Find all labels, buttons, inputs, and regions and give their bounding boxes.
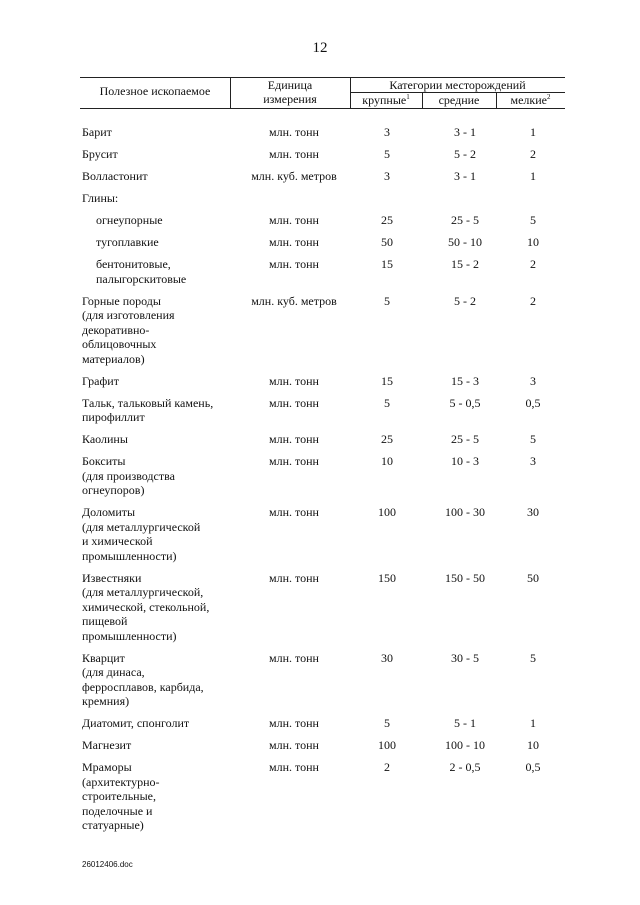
mineral-name-line: Бокситы xyxy=(82,454,126,468)
header-large xyxy=(350,93,422,108)
mineral-name-line: материалов) xyxy=(82,351,145,366)
mineral-name-line: огнеупорные xyxy=(96,213,163,227)
mineral-name-line: Горные породы xyxy=(82,293,161,308)
table-header-bottom-rule xyxy=(80,108,565,109)
large-cell: 5 xyxy=(384,716,390,730)
small-cell: 10 xyxy=(527,738,539,752)
mineral-name-line: (для изготовления xyxy=(82,308,175,322)
mineral-name-line: и химической xyxy=(82,534,153,548)
mineral-name xyxy=(82,505,242,563)
mineral-name-line: Брусит xyxy=(82,147,118,161)
unit-cell: млн. тонн xyxy=(269,760,319,774)
mineral-name xyxy=(82,125,242,140)
small-cell: 5 xyxy=(530,650,536,665)
unit-cell: млн. тонн xyxy=(269,373,319,388)
medium-cell: 5 - 2 xyxy=(454,293,476,308)
mineral-name xyxy=(82,147,242,162)
mineral-name-line: промышленности) xyxy=(82,548,177,563)
large-cell: 30 xyxy=(381,650,393,665)
unit-cell: млн. тонн xyxy=(269,454,319,468)
unit-cell: млн. тонн xyxy=(269,432,319,446)
unit-cell: млн. тонн xyxy=(269,650,319,665)
unit-cell: млн. куб. метров xyxy=(251,169,337,183)
unit-cell: млн. тонн xyxy=(269,395,319,410)
mineral-name-line: Глины: xyxy=(82,191,119,205)
medium-cell: 5 - 0,5 xyxy=(449,395,481,410)
mineral-name xyxy=(82,374,242,389)
medium-cell: 2 - 0,5 xyxy=(449,760,481,774)
mineral-name xyxy=(82,396,242,425)
mineral-name-line: огнеупоров) xyxy=(82,483,145,497)
header-small-label: мелкие xyxy=(510,93,547,107)
medium-cell: 100 - 10 xyxy=(445,738,485,752)
large-cell: 25 xyxy=(381,432,393,446)
mineral-name-line: Волластонит xyxy=(82,169,148,183)
mineral-name-line: химической, стекольной, xyxy=(82,599,210,614)
header-categories: Категории месторождений xyxy=(389,78,526,92)
unit-cell: млн. тонн xyxy=(269,716,319,730)
small-cell: 3 xyxy=(530,454,536,468)
mineral-name-line: (для металлургической, xyxy=(82,585,204,599)
large-cell: 150 xyxy=(378,570,396,585)
small-cell: 2 xyxy=(530,147,536,161)
header-mineral: Полезное ископаемое xyxy=(99,84,211,98)
unit-cell: млн. тонн xyxy=(269,213,319,227)
medium-cell: 25 - 5 xyxy=(451,213,479,227)
mineral-name-line: облицовочных xyxy=(82,337,157,351)
mineral-name-line: строительные, xyxy=(82,789,156,803)
unit-cell: млн. тонн xyxy=(269,738,319,752)
mineral-name-line: (архитектурно- xyxy=(82,774,160,789)
large-cell: 3 xyxy=(384,125,390,139)
unit-cell: млн. тонн xyxy=(269,570,319,585)
medium-cell: 5 - 1 xyxy=(454,716,476,730)
mineral-name-line: Доломиты xyxy=(82,505,136,519)
mineral-name xyxy=(96,213,246,228)
mineral-name xyxy=(82,760,242,833)
unit-cell: млн. тонн xyxy=(269,147,319,161)
mineral-name-line: Мраморы xyxy=(82,760,132,774)
small-cell: 1 xyxy=(530,716,536,730)
large-cell: 25 xyxy=(381,213,393,227)
mineral-name-line: бентонитовые, xyxy=(96,257,171,271)
small-cell: 1 xyxy=(530,169,536,183)
mineral-name-line: Тальк, тальковый камень, xyxy=(82,395,214,410)
mineral-name-line: пирофиллит xyxy=(82,410,145,424)
large-cell: 100 xyxy=(378,505,396,519)
medium-cell: 15 - 3 xyxy=(451,373,479,388)
mineral-name xyxy=(82,651,242,709)
small-cell: 50 xyxy=(527,570,539,585)
header-medium: средние xyxy=(438,93,480,107)
medium-cell: 3 - 1 xyxy=(454,125,476,139)
mineral-name xyxy=(82,738,242,753)
mineral-name-line: Барит xyxy=(82,125,112,139)
mineral-name-line: Магнезит xyxy=(82,738,132,752)
small-cell: 5 xyxy=(530,432,536,446)
small-cell: 0,5 xyxy=(525,760,541,774)
large-cell: 5 xyxy=(384,293,390,308)
mineral-name-line: промышленности) xyxy=(82,628,177,643)
large-cell: 15 xyxy=(381,373,393,388)
mineral-name-line: (для динаса, xyxy=(82,665,145,679)
mineral-name-line: тугоплавкие xyxy=(96,235,159,249)
large-cell: 10 xyxy=(381,454,393,468)
mineral-name-line: (для металлургической xyxy=(82,519,201,534)
small-cell: 5 xyxy=(530,213,536,227)
small-cell: 10 xyxy=(527,235,539,249)
unit-cell: млн. тонн xyxy=(269,257,319,271)
header-unit-line2: измерения xyxy=(263,92,317,106)
mineral-name-line: Графит xyxy=(82,373,119,388)
header-unit-line1: Единица xyxy=(267,78,313,92)
mineral-name xyxy=(96,235,246,250)
medium-cell: 15 - 2 xyxy=(451,257,479,271)
small-cell: 1 xyxy=(530,125,536,139)
mineral-name xyxy=(82,191,242,206)
mineral-name-line: ферросплавов, карбида, xyxy=(82,679,204,694)
medium-cell: 150 - 50 xyxy=(445,570,485,585)
unit-cell: млн. куб. метров xyxy=(251,293,337,308)
unit-cell: млн. тонн xyxy=(269,505,319,519)
unit-cell: млн. тонн xyxy=(269,125,319,139)
header-small xyxy=(496,93,565,108)
medium-cell: 5 - 2 xyxy=(454,147,476,161)
mineral-name-line: декоративно- xyxy=(82,322,150,337)
mineral-name xyxy=(82,454,242,498)
medium-cell: 30 - 5 xyxy=(451,650,479,665)
mineral-name-line: кремния) xyxy=(82,694,130,708)
medium-cell: 10 - 3 xyxy=(451,454,479,468)
small-cell: 30 xyxy=(527,505,539,519)
small-cell: 0,5 xyxy=(525,395,541,410)
header-large-footnote: 1 xyxy=(406,93,410,101)
mineral-name-line: Известняки xyxy=(82,570,142,585)
mineral-name-line: (для производства xyxy=(82,468,175,483)
medium-cell: 100 - 30 xyxy=(445,505,485,519)
unit-cell: млн. тонн xyxy=(269,235,319,249)
large-cell: 3 xyxy=(384,169,390,183)
large-cell: 5 xyxy=(384,147,390,161)
mineral-name xyxy=(82,432,242,447)
mineral-name-line: статуарные) xyxy=(82,818,144,832)
large-cell: 100 xyxy=(378,738,396,752)
mineral-name-line: Диатомит, спонголит xyxy=(82,716,190,730)
small-cell: 2 xyxy=(530,257,536,271)
mineral-name xyxy=(82,294,242,367)
large-cell: 15 xyxy=(381,257,393,271)
mineral-name xyxy=(82,716,242,731)
small-cell: 3 xyxy=(530,373,536,388)
large-cell: 2 xyxy=(384,760,390,774)
large-cell: 5 xyxy=(384,395,390,410)
large-cell: 50 xyxy=(381,235,393,249)
small-cell: 2 xyxy=(530,293,536,308)
medium-cell: 3 - 1 xyxy=(454,169,476,183)
page-number: 12 xyxy=(312,40,328,56)
file-name-footer: 26012406.doc xyxy=(82,860,133,869)
mineral-name xyxy=(82,169,242,184)
medium-cell: 25 - 5 xyxy=(451,432,479,446)
mineral-name-line: Кварцит xyxy=(82,650,125,665)
mineral-name-line: поделочные и xyxy=(82,803,153,818)
header-small-footnote: 2 xyxy=(547,93,551,101)
header-large-label: крупные xyxy=(362,93,407,107)
mineral-name-line: Каолины xyxy=(82,432,128,446)
mineral-name xyxy=(82,571,242,644)
medium-cell: 50 - 10 xyxy=(448,235,482,249)
mineral-name-line: палыгорскитовые xyxy=(96,271,187,286)
mineral-name-line: пищевой xyxy=(82,614,128,628)
mineral-name xyxy=(96,257,246,286)
